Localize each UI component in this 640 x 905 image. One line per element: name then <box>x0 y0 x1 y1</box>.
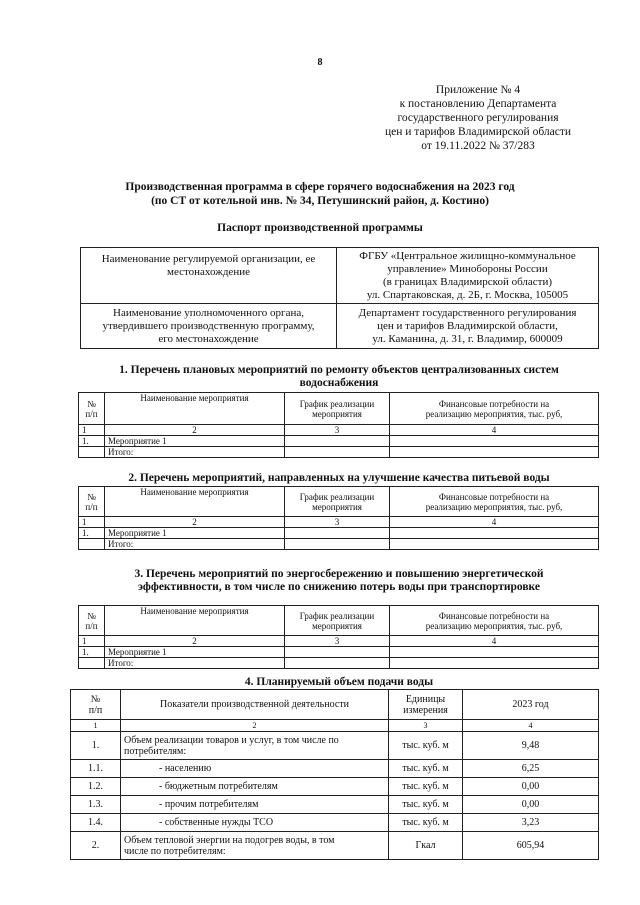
total-schedule <box>285 447 390 458</box>
passport-label: Наименование уполномоченного органа, утвердившего производственную программу, его местонахождение <box>81 304 337 349</box>
header-year: 2023 год <box>463 690 599 720</box>
row-name: Мероприятие 1 <box>105 528 285 539</box>
total-label: Итого: <box>105 658 285 669</box>
row-label: Объем реализации товаров и услуг, в том числе по потребителям: <box>121 732 389 760</box>
total-schedule <box>285 658 390 669</box>
row-schedule <box>285 528 390 539</box>
header-schedule: График реализации мероприятия <box>285 393 390 425</box>
table-header-row <box>71 690 599 720</box>
row-value: 3,23 <box>463 814 599 832</box>
row-value: 6,25 <box>463 760 599 778</box>
passport-label: Наименование регулируемой организации, ее местонахождение <box>81 248 337 304</box>
index-cell: 2 <box>121 720 389 732</box>
index-cell: 1 <box>71 720 121 732</box>
row-unit: тыс. куб. м <box>389 778 463 796</box>
document-title <box>0 180 640 208</box>
index-cell: 1 <box>79 517 105 528</box>
row-unit: тыс. куб. м <box>389 814 463 832</box>
index-cell: 1 <box>79 636 105 647</box>
index-cell: 4 <box>390 517 599 528</box>
index-cell: 4 <box>390 636 599 647</box>
table-header-row <box>79 606 599 636</box>
row-finance <box>390 436 599 447</box>
header-schedule: График реализации мероприятия <box>285 606 390 636</box>
total-num <box>79 539 105 550</box>
index-cell: 2 <box>105 517 285 528</box>
total-row <box>79 447 599 458</box>
index-cell: 4 <box>390 425 599 436</box>
volume-table <box>70 689 599 860</box>
row-unit: Гкал <box>389 832 463 860</box>
table-row <box>71 832 599 860</box>
table-row <box>79 647 599 658</box>
table-row <box>71 778 599 796</box>
table-row <box>71 760 599 778</box>
passport-row <box>81 248 599 304</box>
index-cell: 3 <box>285 636 390 647</box>
table-header-row <box>79 393 599 425</box>
passport-row <box>81 304 599 349</box>
row-num: 1. <box>79 647 105 658</box>
row-finance <box>390 528 599 539</box>
header-unit: Единицы измерения <box>389 690 463 720</box>
row-num: 2. <box>71 832 121 860</box>
section2-title: 2. Перечень мероприятий, направленных на улучшение качества питьевой воды <box>128 472 550 484</box>
total-finance <box>390 658 599 669</box>
total-schedule <box>285 539 390 550</box>
table-row <box>71 732 599 760</box>
row-label: Объем тепловой энергии на подогрев воды, в том числе по потребителям: <box>121 832 389 860</box>
header-finance: Финансовые потребности на реализацию мероприятия, тыс. руб, <box>390 393 599 425</box>
total-row <box>79 539 599 550</box>
passport-value: Департамент государственного регулирования цен и тарифов Владимирской области, ул. Каманина, д. 31, г. Владимир, 600009 <box>337 304 599 349</box>
index-cell: 3 <box>285 517 390 528</box>
title-line: (по СТ от котельной инв. № 34, Петушинский район, д. Костино) <box>151 195 489 207</box>
row-num: 1. <box>71 732 121 760</box>
title-line: Производственная программа в сфере горячего водоснабжения на 2023 год <box>125 181 515 193</box>
row-label: - собственные нужды ТСО <box>121 814 389 832</box>
index-cell: 4 <box>463 720 599 732</box>
table-row <box>71 796 599 814</box>
section3-title: 3. Перечень мероприятий по энергосбережению и повышению энергетической эффективности, в том числе по снижению потерь воды при транспортировке <box>134 568 544 593</box>
index-row <box>79 425 599 436</box>
index-cell: 3 <box>389 720 463 732</box>
table-row <box>79 436 599 447</box>
appendix-line: государственного регулирования <box>397 112 559 124</box>
measures-table-3 <box>78 605 599 669</box>
index-cell: 2 <box>105 636 285 647</box>
index-cell: 2 <box>105 425 285 436</box>
row-schedule <box>285 647 390 658</box>
header-num: № п/п <box>79 393 105 425</box>
index-cell: 3 <box>285 425 390 436</box>
passport-value: ФГБУ «Центральное жилищно-коммунальное управление» Минобороны России (в границах Владимирской области) ул. Спартаковская, д. 2Б, г. Москва, 105005 <box>337 248 599 304</box>
table-header-row <box>79 487 599 517</box>
appendix-line: к постановлению Департамента <box>399 98 557 110</box>
row-value: 0,00 <box>463 796 599 814</box>
total-num <box>79 658 105 669</box>
row-num: 1.1. <box>71 760 121 778</box>
header-num: № п/п <box>71 690 121 720</box>
passport-heading: Паспорт производственной программы <box>217 222 423 234</box>
header-finance: Финансовые потребности на реализацию мероприятия, тыс. руб, <box>390 487 599 517</box>
row-name: Мероприятие 1 <box>105 647 285 658</box>
page-number: 8 <box>317 57 323 68</box>
row-name: Мероприятие 1 <box>105 436 285 447</box>
appendix-line: Приложение № 4 <box>435 84 521 96</box>
passport-table <box>80 247 599 349</box>
row-num: 1. <box>79 436 105 447</box>
header-schedule: График реализации мероприятия <box>285 487 390 517</box>
row-unit: тыс. куб. м <box>389 732 463 760</box>
row-num: 1.3. <box>71 796 121 814</box>
total-label: Итого: <box>105 447 285 458</box>
total-label: Итого: <box>105 539 285 550</box>
section1-title: 1. Перечень плановых мероприятий по ремонту объектов централизованных систем водоснабжения <box>119 364 559 389</box>
row-num: 1. <box>79 528 105 539</box>
index-row <box>79 636 599 647</box>
index-row <box>79 517 599 528</box>
measures-table-2 <box>78 486 599 550</box>
header-finance: Финансовые потребности на реализацию мероприятия, тыс. руб, <box>390 606 599 636</box>
row-num: 1.2. <box>71 778 121 796</box>
header-name: Наименование мероприятия <box>105 393 285 425</box>
header-num: № п/п <box>79 487 105 517</box>
appendix-line: от 19.11.2022 № 37/283 <box>421 140 535 152</box>
total-row <box>79 658 599 669</box>
row-label: - прочим потребителям <box>121 796 389 814</box>
table-row <box>71 814 599 832</box>
appendix-line: цен и тарифов Владимирской области <box>384 126 572 138</box>
row-unit: тыс. куб. м <box>389 796 463 814</box>
row-value: 9,48 <box>463 732 599 760</box>
header-name: Наименование мероприятия <box>105 487 285 517</box>
header-num: № п/п <box>79 606 105 636</box>
index-row <box>71 720 599 732</box>
total-finance <box>390 539 599 550</box>
row-finance <box>390 647 599 658</box>
table-row <box>79 528 599 539</box>
header-indicator: Показатели производственной деятельности <box>121 690 389 720</box>
measures-table-1 <box>78 392 599 458</box>
row-value: 0,00 <box>463 778 599 796</box>
header-name: Наименование мероприятия <box>105 606 285 636</box>
section4-title: 4. Планируемый объем подачи воды <box>244 676 434 688</box>
row-unit: тыс. куб. м <box>389 760 463 778</box>
total-finance <box>390 447 599 458</box>
row-schedule <box>285 436 390 447</box>
row-label: - населению <box>121 760 389 778</box>
appendix-block <box>360 83 596 153</box>
index-cell: 1 <box>79 425 105 436</box>
total-num <box>79 447 105 458</box>
row-num: 1.4. <box>71 814 121 832</box>
row-label: - бюджетным потребителям <box>121 778 389 796</box>
row-value: 605,94 <box>463 832 599 860</box>
